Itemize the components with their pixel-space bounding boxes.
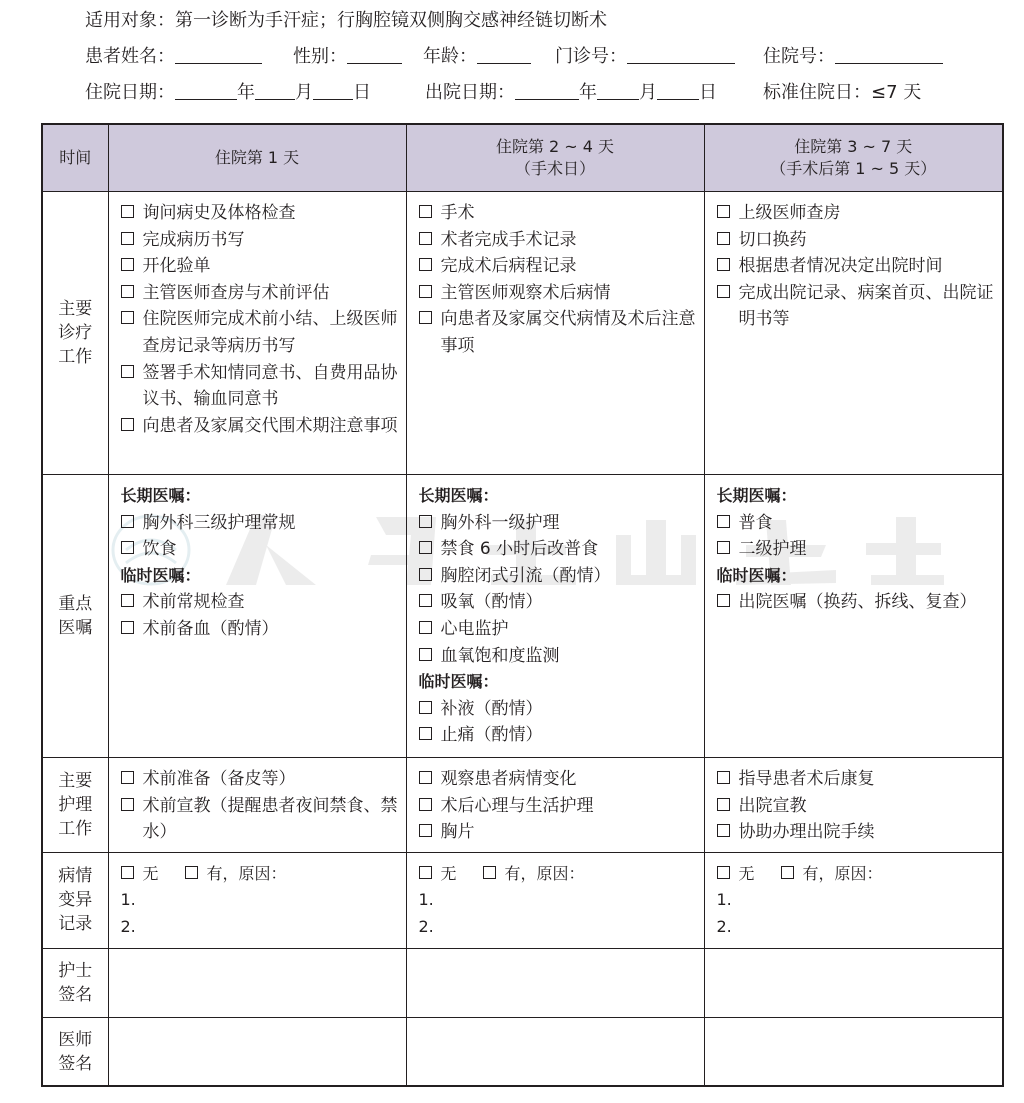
checklist-item-text: 术者完成手术记录 bbox=[440, 229, 577, 250]
checklist-item bbox=[121, 306, 398, 359]
long-term-orders-heading: 长期医嘱： bbox=[716, 486, 797, 505]
variation-label: 病情变异记录 bbox=[58, 866, 93, 935]
checklist-item-text: 术前备血（酌情） bbox=[142, 618, 279, 639]
checklist-item-text: 禁食 6 小时后改普食 bbox=[440, 539, 599, 560]
checklist-item-text: 手术 bbox=[440, 203, 475, 223]
checklist-item-text: 术后心理与生活护理 bbox=[440, 795, 594, 816]
checklist-item bbox=[121, 413, 398, 440]
checklist-item bbox=[121, 793, 398, 846]
checklist-item-text: 止痛（酌情） bbox=[440, 725, 543, 746]
checkbox-has[interactable] bbox=[781, 866, 794, 879]
checklist-item bbox=[717, 253, 995, 280]
checklist-item bbox=[419, 200, 696, 227]
checklist-item bbox=[419, 306, 696, 359]
checklist-item bbox=[717, 793, 995, 820]
nurse-sign-label: 护士签名 bbox=[58, 960, 93, 1005]
main-work-day3-7 bbox=[704, 192, 1003, 475]
col-header-day3-7 bbox=[704, 124, 1003, 192]
checkbox[interactable] bbox=[419, 285, 432, 298]
checklist-item bbox=[419, 643, 696, 670]
checkbox[interactable] bbox=[717, 594, 730, 607]
nurse-sign-day1[interactable] bbox=[108, 948, 406, 1017]
temporary-orders-heading: 临时医嘱： bbox=[120, 565, 201, 585]
clinic-no-label: 门诊号： bbox=[555, 46, 627, 67]
checklist-item-text: 主管医师观察术后病情 bbox=[440, 282, 611, 303]
checklist-item bbox=[121, 200, 398, 227]
admit-year-field[interactable] bbox=[175, 81, 237, 100]
checklist-item-text: 胸外科三级护理常规 bbox=[142, 512, 296, 533]
checkbox[interactable] bbox=[717, 285, 730, 298]
variation-options bbox=[717, 861, 995, 888]
checkbox[interactable] bbox=[419, 258, 432, 271]
variation-day1 bbox=[108, 852, 406, 948]
checklist-item bbox=[121, 616, 398, 643]
checklist-item bbox=[121, 589, 398, 616]
row-label-orders bbox=[42, 475, 108, 758]
checklist-item bbox=[419, 563, 696, 590]
checklist-item bbox=[121, 253, 398, 280]
col-header-day2-4 bbox=[406, 124, 704, 192]
option-has-reason: 有，原因： bbox=[802, 863, 883, 883]
variation-options bbox=[419, 861, 696, 888]
doctor-sign-day1[interactable] bbox=[108, 1017, 406, 1086]
checklist-item-text: 胸腔闭式引流（酌情） bbox=[440, 565, 611, 586]
checklist-item-text: 签署手术知情同意书、自费用品协议书、输血同意书 bbox=[142, 362, 398, 410]
nursing-label: 主要护理工作 bbox=[58, 770, 93, 839]
checklist-item bbox=[717, 280, 995, 333]
checklist-item-text: 血氧饱和度监测 bbox=[440, 645, 560, 666]
checklist-item-text: 出院宣教 bbox=[738, 795, 807, 816]
checklist-item-text: 根据患者情况决定出院时间 bbox=[738, 256, 943, 277]
checklist-item bbox=[419, 227, 696, 254]
checklist-item bbox=[717, 766, 995, 793]
checklist-item-text: 吸氧（酌情） bbox=[440, 592, 543, 613]
month-label: 月 bbox=[639, 82, 657, 103]
checklist-item bbox=[419, 510, 696, 537]
long-term-orders-heading: 长期医嘱： bbox=[418, 486, 499, 505]
checklist-item bbox=[717, 589, 995, 616]
checkbox[interactable] bbox=[121, 515, 134, 528]
checklist-item bbox=[419, 793, 696, 820]
clinic-no-field[interactable] bbox=[627, 45, 735, 64]
checklist-item-text: 补液（酌情） bbox=[440, 698, 543, 719]
checklist-item-text: 饮食 bbox=[142, 539, 177, 560]
variation-record bbox=[407, 853, 704, 947]
checklist-item bbox=[419, 536, 696, 563]
checkbox[interactable] bbox=[121, 621, 134, 634]
checklist bbox=[121, 589, 398, 642]
checklist bbox=[109, 758, 406, 852]
option-none: 无 bbox=[738, 863, 755, 883]
checklist-item-text: 指导患者术后康复 bbox=[738, 769, 875, 789]
checklist-item-text: 出院医嘱（换药、拆线、复查） bbox=[738, 592, 977, 613]
checklist-item bbox=[717, 510, 995, 537]
orders-day3-7 bbox=[704, 475, 1003, 758]
checkbox[interactable] bbox=[121, 365, 134, 378]
checkbox[interactable] bbox=[121, 232, 134, 245]
checklist-item bbox=[419, 589, 696, 616]
checklist-item-text: 术前准备（备皮等） bbox=[142, 769, 296, 789]
checklist-item-text: 完成出院记录、病案首页、出院证明书等 bbox=[738, 282, 994, 330]
day2-4-title: 住院第 2 ~ 4 天 bbox=[495, 137, 615, 156]
checklist-item-text: 询问病史及体格检查 bbox=[142, 203, 296, 223]
checkbox[interactable] bbox=[717, 771, 730, 784]
checklist bbox=[407, 758, 704, 852]
checkbox[interactable] bbox=[121, 798, 134, 811]
day2-4-subtitle: （手术日） bbox=[514, 159, 595, 178]
checkbox[interactable] bbox=[121, 594, 134, 607]
checkbox[interactable] bbox=[717, 205, 730, 218]
admit-day-field[interactable] bbox=[313, 81, 353, 100]
checklist bbox=[121, 510, 398, 563]
year-label: 年 bbox=[579, 82, 597, 103]
checkbox[interactable] bbox=[717, 258, 730, 271]
checklist-item bbox=[419, 616, 696, 643]
reason-line-1[interactable]: 1. bbox=[716, 890, 732, 910]
checklist-item bbox=[121, 766, 398, 793]
checkbox[interactable] bbox=[419, 824, 432, 837]
checklist-item bbox=[419, 280, 696, 307]
checkbox[interactable] bbox=[419, 311, 432, 324]
checkbox[interactable] bbox=[419, 771, 432, 784]
doctor-sign-day3-7[interactable] bbox=[704, 1017, 1003, 1086]
checkbox[interactable] bbox=[717, 824, 730, 837]
checklist bbox=[419, 696, 696, 749]
checklist bbox=[705, 758, 1003, 852]
checklist bbox=[407, 192, 704, 366]
checkbox[interactable] bbox=[121, 258, 134, 271]
option-has-reason: 有，原因： bbox=[504, 863, 585, 883]
checkbox[interactable] bbox=[121, 418, 134, 431]
checklist bbox=[109, 192, 406, 445]
option-has-reason: 有，原因： bbox=[206, 863, 287, 883]
checklist-item bbox=[419, 696, 696, 723]
reason-line-2[interactable]: 2. bbox=[716, 916, 732, 936]
checkbox[interactable] bbox=[419, 232, 432, 245]
nursing-row bbox=[42, 758, 1003, 853]
checkbox[interactable] bbox=[419, 648, 432, 661]
nurse-sign-day2-4[interactable] bbox=[406, 948, 704, 1017]
checkbox[interactable] bbox=[717, 798, 730, 811]
age-field[interactable] bbox=[477, 45, 531, 64]
checklist-item-text: 普食 bbox=[738, 512, 773, 533]
nursing-day3-7 bbox=[704, 758, 1003, 853]
checklist bbox=[419, 510, 696, 670]
checkbox-none[interactable] bbox=[419, 866, 432, 879]
day3-7-title: 住院第 3 ~ 7 天 bbox=[794, 137, 913, 156]
checklist-item bbox=[419, 766, 696, 793]
main-work-day1 bbox=[108, 192, 406, 475]
option-none: 无 bbox=[142, 863, 159, 883]
checklist-item bbox=[717, 227, 995, 254]
checklist-item-text: 主管医师查房与术前评估 bbox=[142, 282, 330, 303]
applicable-object: 适用对象：第一诊断为手汗症；行胸腔镜双侧胸交感神经链切断术 bbox=[85, 10, 607, 31]
doctor-sign-label: 医师签名 bbox=[58, 1029, 93, 1074]
checklist-item bbox=[121, 510, 398, 537]
checklist-item-text: 向患者及家属交代围术期注意事项 bbox=[142, 415, 398, 436]
checklist-item-text: 观察患者病情变化 bbox=[440, 769, 577, 789]
orders-row bbox=[42, 475, 1003, 758]
day1-title: 住院第 1 天 bbox=[214, 148, 300, 167]
col-header-day1 bbox=[108, 124, 406, 192]
row-label-variation bbox=[42, 852, 108, 948]
checklist-item-text: 术前宣教（提醒患者夜间禁食、禁水） bbox=[142, 795, 398, 843]
checklist-item bbox=[717, 819, 995, 846]
temporary-orders-heading: 临时医嘱： bbox=[418, 672, 499, 692]
checkbox[interactable] bbox=[121, 205, 134, 218]
checkbox-none[interactable] bbox=[717, 866, 730, 879]
checklist-item bbox=[419, 253, 696, 280]
checkbox[interactable] bbox=[419, 541, 432, 554]
checkbox[interactable] bbox=[121, 311, 134, 324]
checkbox[interactable] bbox=[419, 515, 432, 528]
checklist-item bbox=[121, 536, 398, 563]
long-term-orders-heading: 长期医嘱： bbox=[120, 486, 201, 505]
checkbox[interactable] bbox=[419, 205, 432, 218]
gender-field[interactable] bbox=[347, 45, 402, 64]
checkbox-none[interactable] bbox=[121, 866, 134, 879]
checkbox-has[interactable] bbox=[483, 866, 496, 879]
admit-date-label: 住院日期： bbox=[85, 82, 175, 103]
variation-day2-4 bbox=[406, 852, 704, 948]
checklist-item bbox=[121, 280, 398, 307]
main-work-row bbox=[42, 192, 1003, 475]
checklist-item-text: 胸片 bbox=[440, 822, 475, 843]
day3-7-subtitle: （手术后第 1 ~ 5 天） bbox=[770, 159, 937, 178]
option-none: 无 bbox=[440, 863, 457, 883]
doctor-sign-day2-4[interactable] bbox=[406, 1017, 704, 1086]
admit-month-field[interactable] bbox=[255, 81, 295, 100]
variation-record bbox=[705, 853, 1003, 947]
checkbox[interactable] bbox=[419, 568, 432, 581]
checklist-item-text: 切口换药 bbox=[738, 229, 807, 250]
temporary-orders-heading: 临时医嘱： bbox=[716, 565, 797, 585]
gender-label: 性别： bbox=[293, 46, 347, 67]
checkbox[interactable] bbox=[717, 515, 730, 528]
reason-line-2[interactable]: 2. bbox=[120, 916, 136, 936]
checklist-item bbox=[717, 200, 995, 227]
checklist-item-text: 向患者及家属交代病情及术后注意事项 bbox=[440, 309, 696, 356]
checklist-item-text: 住院医师完成术前小结、上级医师查房记录等病历书写 bbox=[142, 309, 398, 356]
checklist-item-text: 协助办理出院手续 bbox=[738, 822, 875, 843]
col-header-time: 时间 bbox=[42, 124, 108, 192]
checkbox[interactable] bbox=[717, 541, 730, 554]
variation-day3-7 bbox=[704, 852, 1003, 948]
nursing-day1 bbox=[108, 758, 406, 853]
inpatient-no-field[interactable] bbox=[835, 45, 943, 64]
checkbox[interactable] bbox=[419, 594, 432, 607]
inpatient-no-label: 住院号： bbox=[763, 46, 835, 67]
checklist bbox=[705, 192, 1003, 339]
checklist-item-text: 二级护理 bbox=[738, 539, 807, 560]
checklist-item-text: 术前常规检查 bbox=[142, 592, 245, 613]
variation-record bbox=[109, 853, 406, 947]
discharge-date-label: 出院日期： bbox=[425, 82, 515, 103]
checkbox[interactable] bbox=[121, 285, 134, 298]
checklist-item-text: 心电监护 bbox=[440, 618, 509, 639]
checkbox[interactable] bbox=[419, 621, 432, 634]
discharge-year-field[interactable] bbox=[515, 81, 579, 100]
checklist-item-text: 完成术后病程记录 bbox=[440, 256, 577, 277]
age-label: 年龄： bbox=[423, 46, 477, 67]
row-label-main-work bbox=[42, 192, 108, 475]
checklist-item bbox=[717, 536, 995, 563]
checklist-item bbox=[419, 722, 696, 749]
checkbox[interactable] bbox=[121, 541, 134, 554]
patient-name-field[interactable] bbox=[175, 45, 262, 64]
checklist-item bbox=[121, 360, 398, 413]
orders-label: 重点医嘱 bbox=[58, 594, 93, 638]
reason-line-1[interactable]: 1. bbox=[418, 890, 434, 910]
checklist-item-text: 胸外科一级护理 bbox=[440, 512, 560, 533]
nurse-sign-day3-7[interactable] bbox=[704, 948, 1003, 1017]
checkbox[interactable] bbox=[419, 701, 432, 714]
month-label: 月 bbox=[295, 82, 313, 103]
day-label: 日 bbox=[353, 82, 371, 103]
checklist-item bbox=[121, 227, 398, 254]
discharge-day-field[interactable] bbox=[657, 81, 699, 100]
year-label: 年 bbox=[237, 82, 255, 103]
clinical-pathway-table bbox=[41, 123, 1004, 1087]
nurse-sign-row bbox=[42, 948, 1003, 1017]
checklist bbox=[717, 510, 995, 563]
orders-day1 bbox=[108, 475, 406, 758]
checklist-item-text: 完成病历书写 bbox=[142, 229, 245, 250]
day-label: 日 bbox=[699, 82, 717, 103]
checklist-item-text: 上级医师查房 bbox=[738, 203, 841, 223]
checklist-item-text: 开化验单 bbox=[142, 256, 211, 277]
checkbox[interactable] bbox=[419, 727, 432, 740]
doctor-sign-row bbox=[42, 1017, 1003, 1086]
main-work-label: 主要诊疗工作 bbox=[58, 299, 93, 367]
checklist bbox=[717, 589, 995, 616]
reason-line-2[interactable]: 2. bbox=[418, 916, 434, 936]
standard-stay: 标准住院日：≤7 天 bbox=[763, 82, 922, 103]
patient-name-label: 患者姓名： bbox=[85, 46, 175, 67]
discharge-month-field[interactable] bbox=[597, 81, 639, 100]
row-label-doctor-sign bbox=[42, 1017, 108, 1086]
reason-line-1[interactable]: 1. bbox=[120, 890, 136, 910]
nursing-day2-4 bbox=[406, 758, 704, 853]
row-label-nurse-sign bbox=[42, 948, 108, 1017]
table-header-row bbox=[42, 124, 1003, 192]
orders-day2-4 bbox=[406, 475, 704, 758]
checkbox-has[interactable] bbox=[185, 866, 198, 879]
checkbox[interactable] bbox=[121, 771, 134, 784]
variation-options bbox=[121, 861, 398, 888]
row-label-nursing bbox=[42, 758, 108, 853]
checklist-item bbox=[419, 819, 696, 846]
variation-row bbox=[42, 852, 1003, 948]
main-work-day2-4 bbox=[406, 192, 704, 475]
checkbox[interactable] bbox=[419, 798, 432, 811]
checkbox[interactable] bbox=[717, 232, 730, 245]
